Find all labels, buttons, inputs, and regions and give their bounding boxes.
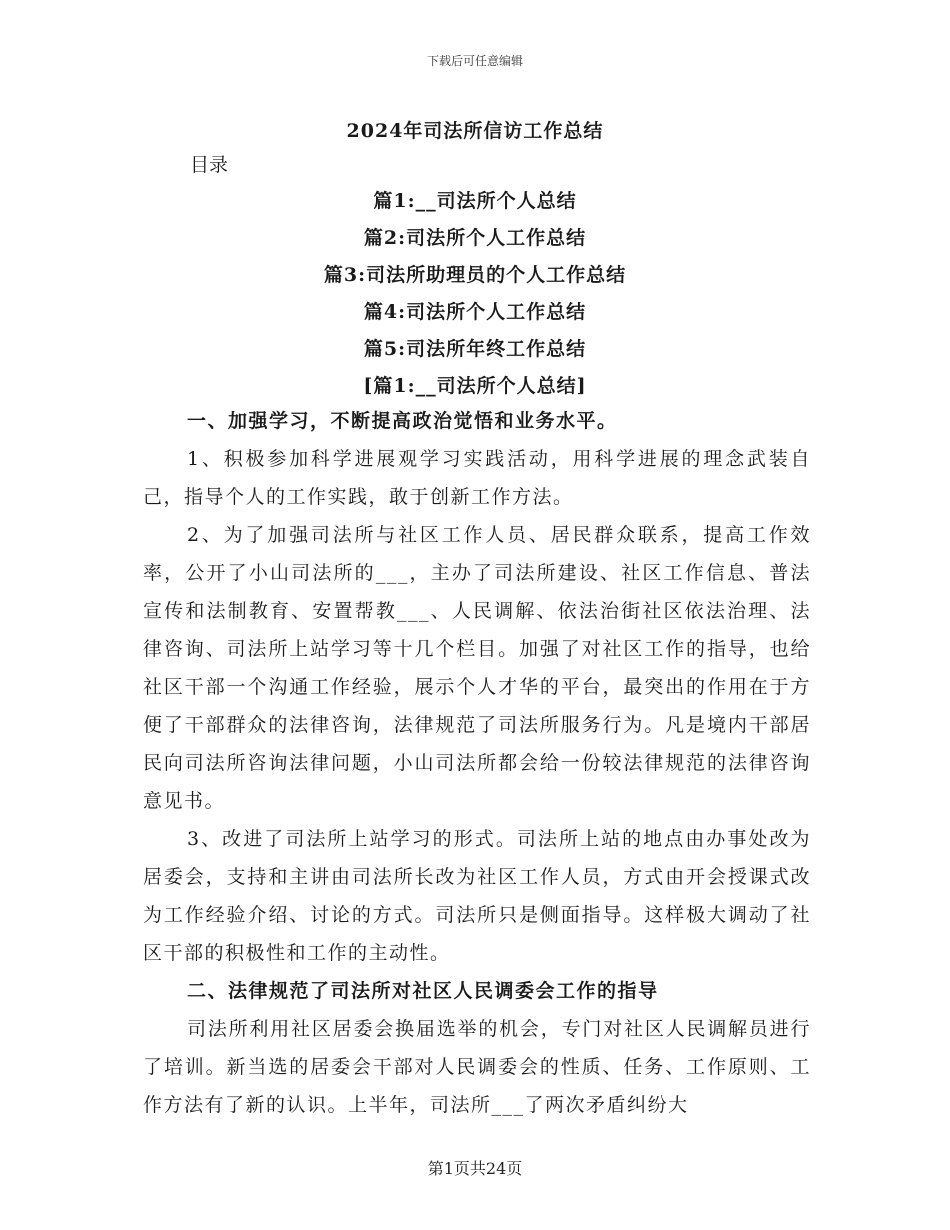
section-heading: 一、加强学习，不断提高政治觉悟和业务水平。 (187, 410, 618, 432)
toc-item[interactable]: 篇2:司法所个人工作总结 (363, 227, 587, 249)
toc-item[interactable]: 篇3:司法所助理员的个人工作总结 (323, 264, 627, 286)
toc-label: 目录 (190, 154, 229, 176)
section-reference: [篇1:__司法所个人总结] (363, 375, 587, 397)
section-heading: 二、法律规范了司法所对社区人民调委会工作的指导 (187, 980, 659, 1002)
paragraph: 司法所利用社区居委会换届选举的机会，专门对社区人民调解员进行了培训。新当选的居委会干部对人民调委会的性质、任务、工作原则、工作方法有了新的认识。上半年，司法所___了两次矛盾纠纷大 (143, 1018, 811, 1116)
page-number-footer: 第1页共24页 (427, 1159, 523, 1178)
document-body (143, 402, 811, 1124)
paragraph: 2、为了加强司法所与社区工作人员、居民群众联系，提高工作效率，公开了小山司法所的___，主办了司法所建设、社区工作信息、普法宣传和法制教育、安置帮教___、人民调解、依法治街社区依法治理、法律咨询、司法所上站学习等十几个栏目。加强了对社区工作的指导，也给社区干部一个沟通工作经验，展示个人才华的平台，最突出的作用在于方便了干部群众的法律咨询，法律规范了司法所服务行为。凡是境内干部居民向司法所咨询法律问题，小山司法所都会给一份较法律规范的法律咨询意见书。 (143, 524, 811, 812)
document-title: 2024年司法所信访工作总结 (346, 120, 604, 142)
paragraph: 1、积极参加科学进展观学习实践活动，用科学进展的理念武装自己，指导个人的工作实践，敢于创新工作方法。 (143, 448, 811, 508)
toc-item[interactable]: 篇1:__司法所个人总结 (373, 190, 577, 212)
table-of-contents (0, 186, 950, 408)
paragraph: 3、改进了司法所上站学习的形式。司法所上站的地点由办事处改为居委会，支持和主讲由司法所长改为社区工作人员，方式由开会授课式改为工作经验介绍、讨论的方式。司法所只是侧面指导。这样极大调动了社区干部的积极性和工作的主动性。 (143, 828, 811, 964)
page-header-note: 下载后可任意编辑 (426, 54, 523, 68)
toc-item[interactable]: 篇4:司法所个人工作总结 (363, 301, 587, 323)
toc-item[interactable]: 篇5:司法所年终工作总结 (363, 338, 587, 360)
